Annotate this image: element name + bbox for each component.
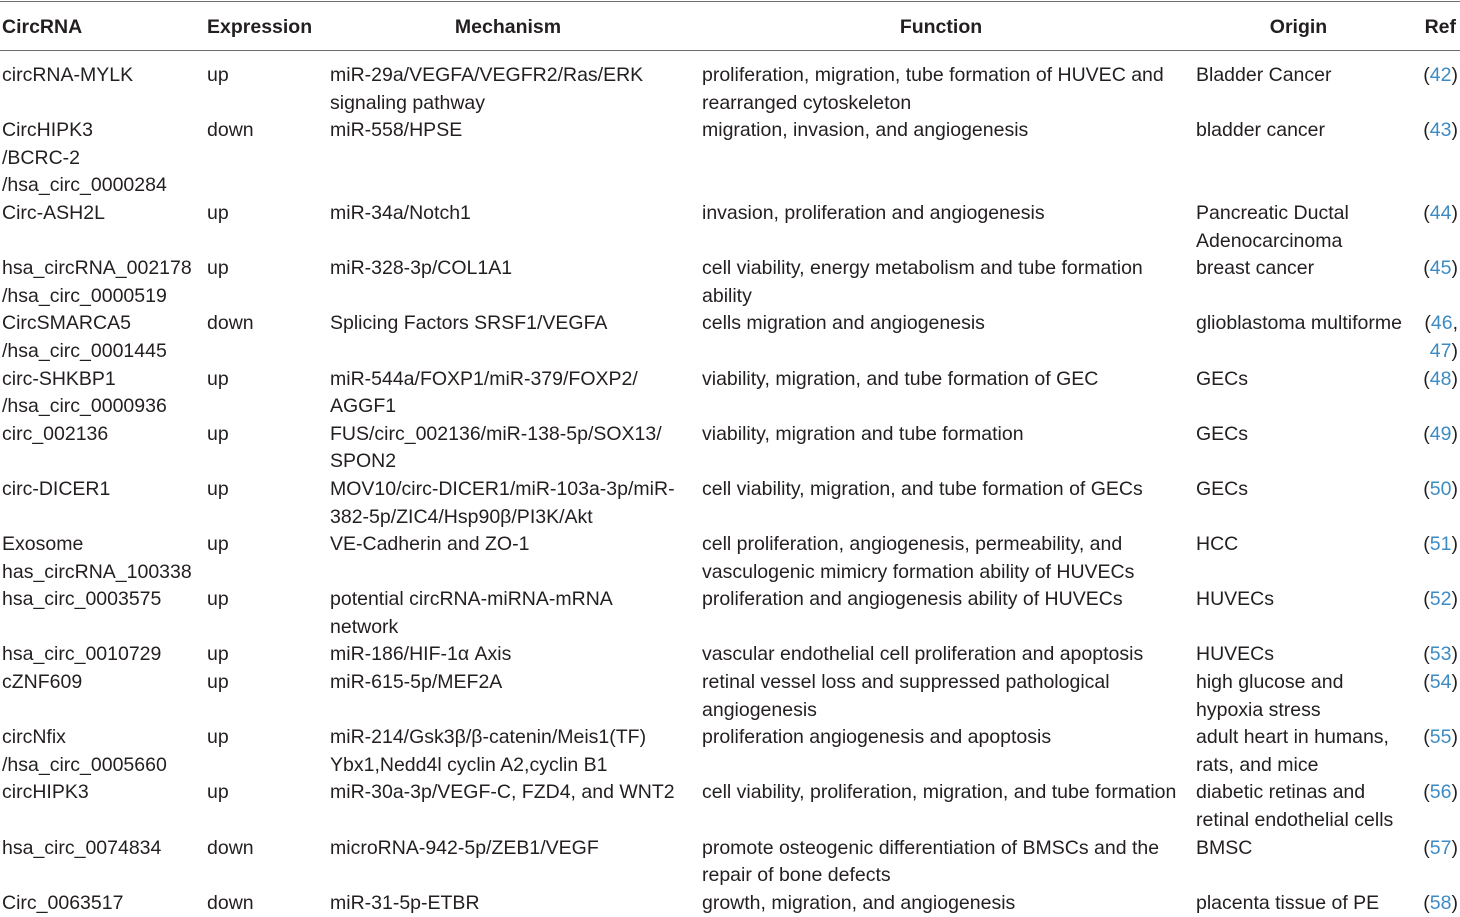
cell-function: viability, migration, and tube formation of GEC — [702, 367, 1099, 390]
ref-link[interactable]: 42 — [1429, 64, 1452, 86]
ref-close-paren: ) — [1451, 533, 1458, 556]
cell-ref — [1404, 779, 1458, 807]
cell-mechanism: miR-214/Gsk3β/β-catenin/Meis1(TF) Ybx1,Nedd4l cyclin A2,cyclin B1 — [330, 726, 647, 776]
cell-function: cell viability, energy metabolism and tube formation ability — [702, 257, 1143, 307]
header-origin: Origin — [1269, 16, 1328, 38]
cell-origin: GECs — [1196, 477, 1249, 500]
cell-ref — [1404, 310, 1458, 365]
cell-origin: bladder cancer — [1196, 119, 1325, 142]
ref-close-paren: ) — [1451, 781, 1458, 804]
cell-circrna: hsa_circ_0074834 — [2, 836, 162, 859]
header-mechanism: Mechanism — [454, 16, 562, 38]
ref-link[interactable]: 51 — [1429, 533, 1452, 556]
cell-mechanism: miR-34a/Notch1 — [330, 201, 471, 224]
cell-ref — [1404, 255, 1458, 283]
cell-expression: down — [207, 836, 254, 859]
cell-circrna: Circ-ASH2L — [2, 201, 105, 224]
cell-function: retinal vessel loss and suppressed pathological angiogenesis — [702, 671, 1110, 721]
ref-open-paren: ( — [1423, 891, 1430, 914]
cell-function: cell viability, migration, and tube formation of GECs — [702, 477, 1143, 500]
table-row — [0, 476, 1460, 531]
cell-function: proliferation and angiogenesis ability of HUVECs — [702, 588, 1123, 611]
cell-expression: down — [207, 119, 254, 142]
cell-mechanism: miR-31-5p-ETBR — [330, 891, 480, 914]
cell-expression: up — [207, 533, 229, 556]
ref-close-paren: ) — [1451, 367, 1458, 390]
table-row — [0, 669, 1460, 724]
ref-open-paren: ( — [1423, 671, 1430, 694]
header-function: Function — [899, 16, 983, 38]
cell-function: viability, migration and tube formation — [702, 422, 1024, 445]
ref-link[interactable]: 53 — [1429, 643, 1452, 666]
cell-expression: up — [207, 367, 229, 390]
table-row — [0, 310, 1460, 365]
cell-mechanism: miR-615-5p/MEF2A — [330, 671, 503, 694]
cell-expression: up — [207, 257, 229, 280]
ref-link[interactable]: 58 — [1429, 891, 1452, 914]
ref-comma: , — [1452, 312, 1458, 335]
table-row — [0, 366, 1460, 421]
table-row — [0, 586, 1460, 641]
cell-mechanism: MOV10/circ-DICER1/miR-103a-3p/miR- 382-5p/ZIC4/Hsp90β/PI3K/Akt — [330, 477, 675, 528]
table-body — [0, 62, 1460, 917]
cell-mechanism: FUS/circ_002136/miR-138-5p/SOX13/ SPON2 — [330, 422, 662, 473]
ref-link[interactable]: 45 — [1429, 257, 1452, 280]
cell-circrna: hsa_circRNA_002178 /hsa_circ_0000519 — [2, 257, 192, 307]
ref-link[interactable]: 49 — [1429, 422, 1452, 445]
cell-origin: adult heart in humans, rats, and mice — [1196, 726, 1389, 776]
cell-circrna: hsa_circ_0003575 — [2, 588, 162, 611]
header-rule — [0, 50, 1460, 51]
ref-link[interactable]: 54 — [1429, 671, 1452, 694]
cell-origin: glioblastoma multiforme — [1196, 312, 1402, 335]
cell-circrna: CircSMARCA5 /hsa_circ_0001445 — [2, 312, 167, 362]
cell-origin: placenta tissue of PE — [1196, 891, 1380, 914]
ref-link[interactable]: 57 — [1429, 836, 1452, 859]
cell-ref — [1404, 641, 1458, 669]
ref-open-paren: ( — [1423, 533, 1430, 556]
cell-circrna: circ-DICER1 — [2, 477, 111, 500]
cell-mechanism: miR-30a-3p/VEGF-C, FZD4, and WNT2 — [330, 781, 675, 804]
cell-origin: HCC — [1196, 533, 1239, 556]
cell-ref — [1404, 117, 1458, 145]
cell-expression: up — [207, 477, 229, 500]
ref-open-paren: ( — [1423, 477, 1430, 500]
cell-origin: breast cancer — [1196, 257, 1315, 280]
ref-line — [1404, 338, 1458, 366]
cell-origin: diabetic retinas and retinal endothelial cells — [1196, 781, 1394, 832]
table-row — [0, 835, 1460, 890]
cell-mechanism: Splicing Factors SRSF1/VEGFA — [330, 312, 608, 335]
cell-mechanism: microRNA-942-5p/ZEB1/VEGF — [330, 836, 599, 859]
cell-origin: BMSC — [1196, 836, 1253, 859]
cell-function: promote osteogenic differentiation of BMSCs and the repair of bone defects — [702, 836, 1160, 887]
ref-open-paren: ( — [1423, 367, 1430, 390]
cell-function: cell viability, proliferation, migration, and tube formation — [702, 781, 1177, 804]
cell-ref — [1404, 200, 1458, 228]
table-row — [0, 531, 1460, 586]
cell-function: proliferation angiogenesis and apoptosis — [702, 726, 1052, 749]
ref-open-paren: ( — [1423, 119, 1430, 142]
ref-link[interactable]: 46 — [1430, 312, 1453, 335]
ref-open-paren: ( — [1423, 422, 1430, 445]
ref-close-paren: ) — [1451, 671, 1458, 694]
table-row — [0, 724, 1460, 779]
ref-close-paren: ) — [1451, 422, 1458, 445]
ref-close-paren: ) — [1451, 726, 1458, 749]
table-row — [0, 779, 1460, 834]
ref-close-paren: ) — [1451, 588, 1458, 611]
table-row — [0, 641, 1460, 669]
cell-circrna: cZNF609 — [2, 671, 83, 694]
ref-close-paren: ) — [1451, 257, 1458, 280]
table-row — [0, 255, 1460, 310]
table-row — [0, 200, 1460, 255]
cell-origin: Pancreatic Ductal Adenocarcinoma — [1196, 201, 1349, 252]
ref-link[interactable]: 48 — [1429, 367, 1452, 390]
ref-link[interactable]: 56 — [1429, 781, 1452, 804]
cell-ref — [1404, 62, 1458, 90]
header-circrna: CircRNA — [2, 16, 83, 38]
table-header — [0, 0, 1460, 50]
header-expression: Expression — [207, 16, 313, 38]
cell-mechanism: miR-29a/VEGFA/VEGFR2/Ras/ERK signaling pathway — [330, 64, 644, 114]
ref-open-paren: ( — [1423, 781, 1430, 804]
cell-circrna: circNfix /hsa_circ_0005660 — [2, 726, 167, 776]
ref-close-paren: ) — [1451, 836, 1458, 859]
cell-origin: high glucose and hypoxia stress — [1196, 671, 1344, 721]
cell-expression: up — [207, 64, 229, 86]
cell-expression: up — [207, 422, 229, 445]
cell-circrna: circRNA-MYLK — [2, 64, 134, 86]
cell-expression: down — [207, 312, 254, 335]
ref-link[interactable]: 52 — [1429, 588, 1452, 611]
cell-origin: GECs — [1196, 422, 1249, 445]
cell-ref — [1404, 421, 1458, 449]
table-row — [0, 117, 1460, 200]
cell-expression: up — [207, 671, 229, 694]
ref-link[interactable]: 43 — [1429, 119, 1452, 142]
ref-close-paren: ) — [1451, 119, 1458, 142]
cell-function: invasion, proliferation and angiogenesis — [702, 201, 1045, 224]
cell-expression: up — [207, 588, 229, 611]
ref-link[interactable]: 44 — [1429, 201, 1452, 224]
cell-expression: up — [207, 726, 229, 749]
ref-close-paren: ) — [1451, 477, 1458, 500]
cell-circrna: hsa_circ_0010729 — [2, 643, 162, 666]
cell-mechanism: miR-544a/FOXP1/miR-379/FOXP2/ AGGF1 — [330, 367, 638, 418]
ref-close-paren: ) — [1451, 64, 1458, 86]
cell-mechanism: miR-328-3p/COL1A1 — [330, 257, 513, 280]
cell-ref — [1404, 531, 1458, 559]
cell-ref — [1404, 366, 1458, 394]
ref-close-paren: ) — [1451, 339, 1458, 362]
ref-close-paren: ) — [1451, 643, 1458, 666]
ref-open-paren: ( — [1423, 836, 1430, 859]
cell-ref — [1404, 476, 1458, 504]
cell-ref — [1404, 835, 1458, 863]
cell-expression: down — [207, 891, 254, 914]
cell-function: proliferation, migration, tube formation of HUVEC and rearranged cytoskeleton — [702, 64, 1164, 114]
cell-circrna: CircHIPK3 /BCRC-2 /hsa_circ_0000284 — [2, 119, 167, 197]
ref-open-paren: ( — [1423, 588, 1430, 611]
ref-open-paren: ( — [1424, 312, 1431, 335]
header-ref: Ref — [1424, 16, 1456, 38]
cell-mechanism: miR-186/HIF-1α Axis — [330, 643, 512, 666]
cell-circrna: circ_002136 — [2, 422, 109, 445]
cell-function: growth, migration, and angiogenesis — [702, 891, 1016, 914]
ref-open-paren: ( — [1423, 201, 1430, 224]
ref-link[interactable]: 47 — [1429, 339, 1452, 362]
cell-function: migration, invasion, and angiogenesis — [702, 119, 1029, 142]
cell-origin: HUVECs — [1196, 588, 1275, 611]
cell-ref — [1404, 586, 1458, 614]
cell-ref — [1404, 669, 1458, 697]
cell-circrna: Circ_0063517 — [2, 891, 124, 914]
cell-mechanism: miR-558/HPSE — [330, 119, 463, 142]
cell-origin: HUVECs — [1196, 643, 1275, 666]
ref-open-paren: ( — [1423, 726, 1430, 749]
table-row — [0, 62, 1460, 117]
cell-circrna: circHIPK3 — [2, 781, 89, 804]
ref-close-paren: ) — [1451, 891, 1458, 914]
cell-function: cell proliferation, angiogenesis, permeability, and vasculogenic mimicry formation ability of HUVECs — [702, 533, 1135, 583]
ref-open-paren: ( — [1423, 257, 1430, 280]
cell-ref — [1404, 724, 1458, 752]
ref-close-paren: ) — [1451, 201, 1458, 224]
cell-circrna: circ-SHKBP1 /hsa_circ_0000936 — [2, 367, 167, 418]
table-row — [0, 421, 1460, 476]
cell-origin: GECs — [1196, 367, 1249, 390]
cell-circrna: Exosome has_circRNA_100338 — [2, 533, 192, 583]
ref-link[interactable]: 50 — [1429, 477, 1452, 500]
cell-origin: Bladder Cancer — [1196, 64, 1332, 86]
ref-line — [1404, 310, 1458, 338]
cell-mechanism: potential circRNA-miRNA-mRNA network — [330, 588, 613, 638]
cell-expression: up — [207, 643, 229, 666]
ref-open-paren: ( — [1423, 64, 1430, 86]
cell-mechanism: VE-Cadherin and ZO-1 — [330, 533, 530, 556]
ref-open-paren: ( — [1423, 643, 1430, 666]
cell-expression: up — [207, 201, 229, 224]
cell-expression: up — [207, 781, 229, 804]
cell-function: vascular endothelial cell proliferation and apoptosis — [702, 643, 1144, 666]
ref-link[interactable]: 55 — [1429, 726, 1452, 749]
cell-function: cells migration and angiogenesis — [702, 312, 985, 335]
